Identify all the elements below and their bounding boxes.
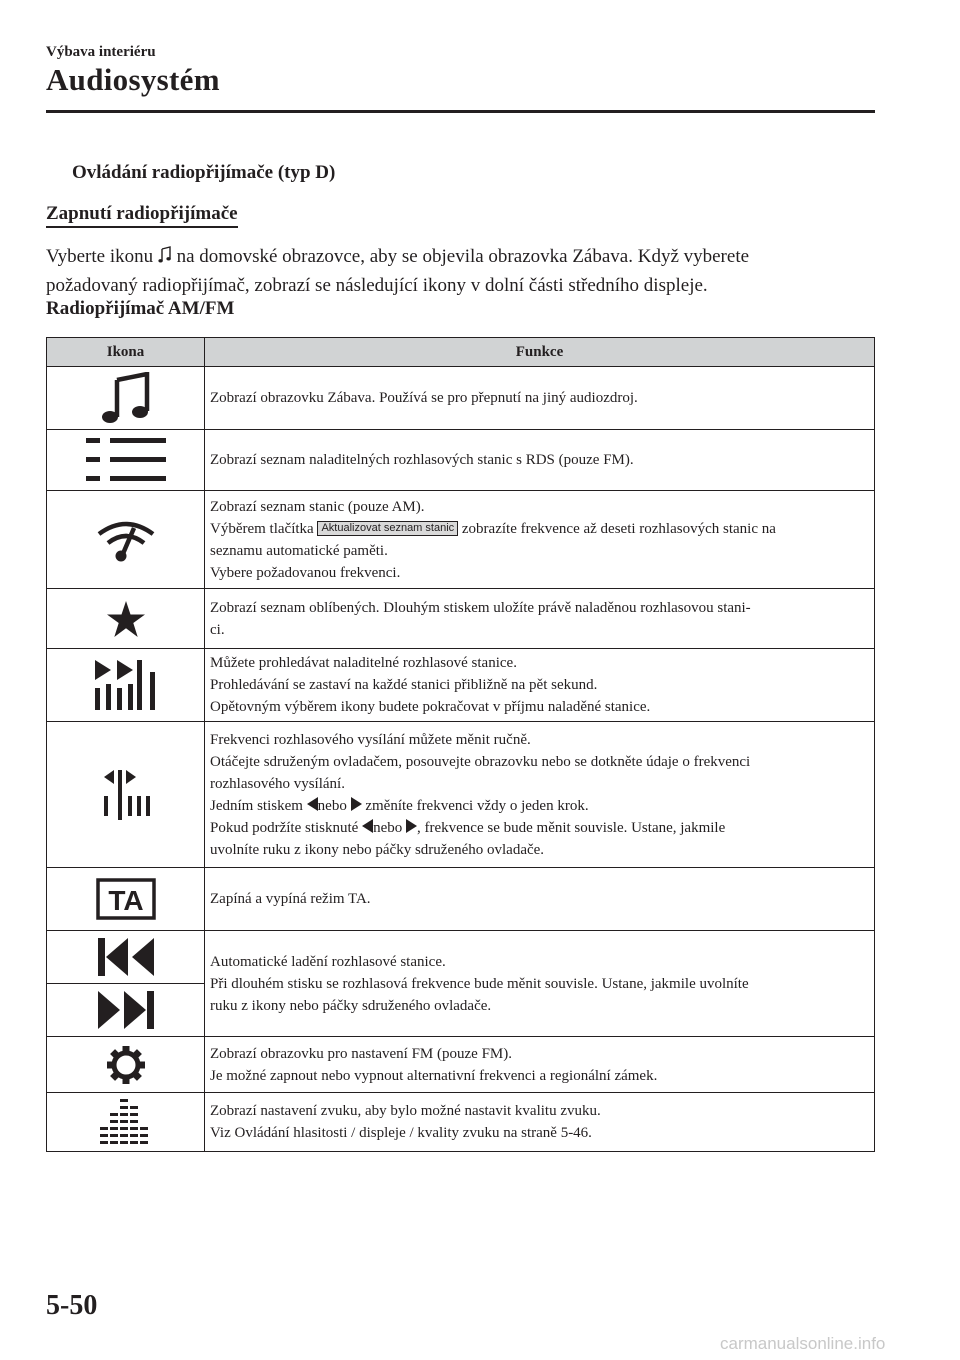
row-text: Automatické ladění rozhlasové stanice. [210, 953, 446, 970]
page-number: 5-50 [46, 1290, 98, 1321]
music-note-icon [101, 372, 151, 424]
row-text: Zobrazí nastavení zvuku, aby bylo možné nastavit kvalitu zvuku. [210, 1103, 601, 1119]
row-text: Viz Ovládání hlasitosti / displeje / kvality zvuku na straně 5-46. [210, 1125, 592, 1141]
svg-text:TA: TA [107, 885, 144, 916]
intro-text-2: na domovské obrazovce, aby se objevila obrazovka Zábava. Když vyberete [171, 246, 750, 267]
triangle-right-icon [406, 819, 417, 833]
row-text: Výběrem tlačítka Aktualizovat seznam stanic zobrazíte frekvence až deseti rozhlasových stanic na [210, 520, 776, 537]
row-text: Zobrazí obrazovku Zábava. Používá se pro přepnutí na jiný audiozdroj. [210, 390, 638, 406]
sub-heading: Zapnutí radiopřijímače [46, 203, 238, 228]
row-text: rozhlasového vysílání. [210, 775, 345, 792]
row-text: Prohledávání se zastaví na každé stanici přibližně na pět sekund. [210, 677, 598, 693]
row-text: ci. [210, 621, 225, 638]
row-text: Zobrazí seznam stanic (pouze AM). [210, 498, 425, 515]
seek-forward-icon [96, 991, 156, 1029]
table-row [47, 931, 875, 1037]
table-row [47, 868, 875, 931]
table-row [47, 491, 875, 589]
manual-tune-icon [102, 770, 150, 820]
table-row [47, 589, 875, 649]
star-icon [107, 601, 145, 637]
ta-icon [96, 878, 156, 920]
page-title: Audiosystém [46, 62, 220, 97]
table-row [47, 1093, 875, 1152]
row-text: Jedním stiskem nebo změníte frekvenci vždy o jeden krok. [210, 797, 589, 814]
radio-am-fm-title: Radiopřijímač AM/FM [46, 298, 235, 319]
row-text: Opětovným výběrem ikony budete pokračovat v příjmu naladěné stanice. [210, 699, 651, 715]
intro-text-3: požadovaný radiopřijímač, zobrazí se následující ikony v dolní části středního displeje. [46, 275, 708, 296]
row-text: Zobrazí seznam naladitelných rozhlasových stanic s RDS (pouze FM). [210, 452, 634, 468]
row-text: Je možné zapnout nebo vypnout alternativní frekvenci a regionální zámek. [210, 1067, 658, 1084]
intro-text-1: Vyberte ikonu [46, 246, 154, 267]
row-text: Otáčejte sdruženým ovladačem, posouvejte obrazovku nebo se dotkněte údaje o frekvenci [210, 753, 751, 770]
row-text: ruku z ikony nebo páčky sdruženého ovladače. [210, 997, 492, 1014]
row-text: seznamu automatické paměti. [210, 542, 388, 559]
row-text: Zobrazí obrazovku pro nastavení FM (pouze FM). [210, 1045, 513, 1062]
scan-icon [95, 660, 157, 710]
music-note-icon [158, 244, 172, 262]
chapter-label: Výbava interiéru [46, 44, 156, 60]
table-row [47, 367, 875, 430]
row-text: Zobrazí seznam oblíbených. Dlouhým stiskem uložíte právě naladěnou rozhlasovou stani- [210, 599, 751, 616]
row-text: uvolníte ruku z ikony nebo páčky sdruženého ovladače. [210, 841, 545, 858]
header-rule [46, 110, 875, 113]
triangle-right-icon [351, 797, 362, 811]
table-row [47, 1037, 875, 1093]
triangle-left-icon [362, 819, 373, 833]
column-header-icon: Ikona [47, 338, 205, 367]
intro-paragraph [46, 242, 876, 300]
triangle-left-icon [307, 797, 318, 811]
row-text: Pokud podržíte stisknuté nebo , frekvence se bude měnit souvisle. Ustane, jakmile [210, 819, 726, 836]
table-header-row [47, 338, 875, 367]
section-title: Ovládání radiopřijímače (typ D) [72, 162, 336, 183]
antenna-icon [96, 518, 156, 562]
row-text: Zapíná a vypíná režim TA. [210, 891, 371, 907]
row-text: Vybere požadovanou frekvenci. [210, 564, 401, 581]
seek-back-icon [96, 938, 156, 976]
table-row [47, 649, 875, 722]
update-station-list-button: Aktualizovat seznam stanic [317, 521, 458, 536]
function-table [46, 337, 875, 1152]
list-icon [86, 438, 166, 482]
table-row [47, 722, 875, 868]
sound-settings-icon [100, 1099, 152, 1145]
row-text: Frekvenci rozhlasového vysílání můžete měnit ručně. [210, 731, 531, 748]
column-header-function: Funkce [205, 338, 875, 367]
watermark: carmanualsonline.info [720, 1334, 886, 1353]
gear-icon [106, 1045, 146, 1085]
row-text: Při dlouhém stisku se rozhlasová frekvence bude měnit souvisle. Ustane, jakmile uvolníte [210, 975, 749, 992]
row-text: Můžete prohledávat naladitelné rozhlasové stanice. [210, 655, 517, 671]
table-row [47, 430, 875, 491]
